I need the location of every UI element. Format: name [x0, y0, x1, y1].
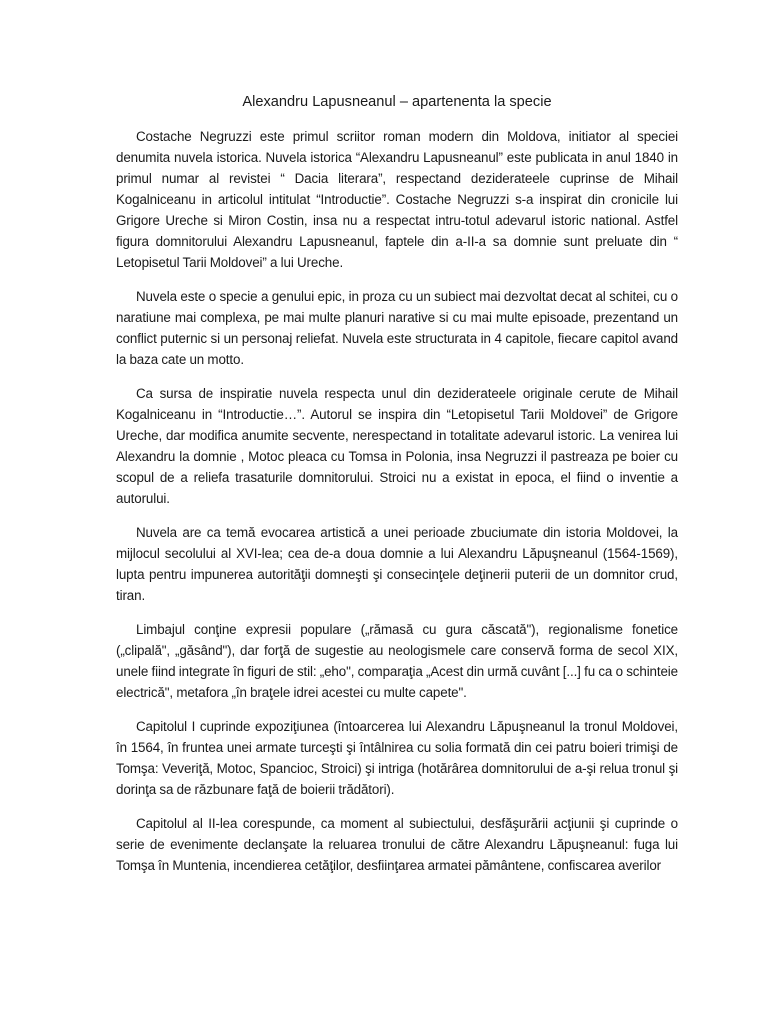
document-body	[116, 92, 678, 889]
paragraph-2: Nuvela este o specie a genului epic, in proza cu un subiect mai dezvoltat decat al schitei, cu o naratiune mai complexa, pe mai multe planuri narative si cu mai multe episoade, prezentand un conflict puternic si un personaj reliefat. Nuvela este structurata in 4 capitole, fiecare capitol avand la baza cate un motto.	[116, 289, 678, 367]
paragraph-4: Nuvela are ca temă evocarea artistică a unei perioade zbuciumate din istoria Moldovei, la mijlocul secolului al XVI-lea; cea de-a doua domnie a lui Alexandru Lăpuşneanul (1564-1569), lupta pentru impunerea autorităţii domneşti şi consecinţele deţinerii puterii de un domnitor crud, tiran.	[116, 525, 678, 603]
paragraph-1: Costache Negruzzi este primul scriitor roman modern din Moldova, initiator al speciei denumita nuvela istorica. Nuvela istorica “Alexandru Lapusneanul” este publicata in anul 1840 in primul numar al revistei “ Dacia literara”, respectand deziderateele cuprinse de Mihail Kogalniceanu in articolul intitulat “Introductie”. Costache Negruzzi s-a inspirat din cronicile lui Grigore Ureche si Miron Costin, insa nu a respectat intru-totul adevarul istoric national. Astfel figura domnitorului Alexandru Lapusneanul, faptele din a-II-a sa domnie sunt preluate din “ Letopisetul Tarii Moldovei” a lui Ureche.	[116, 129, 678, 270]
paragraph-5: Limbajul conţine expresii populare („rămasă cu gura căscată"), regionalisme fonetice („clipală", „găsând"), dar forţă de sugestie au neologismele care conservă forma de secol XIX, unele fiind integrate în figuri de stil: „eho", comparaţia „Acest din urmă cuvânt [...] fu ca o schinteie electrică", metafora „în braţele idrei acestei cu multe capete".	[116, 622, 678, 700]
paragraph-6: Capitolul I cuprinde expoziţiunea (întoarcerea lui Alexandru Lăpuşneanul la tronul Moldovei, în 1564, în fruntea unei armate turceşti şi întâlnirea cu solia formată din cei patru boieri trimişi de Tomşa: Veveriţă, Motoc, Spancioc, Stroici) şi intriga (hotărârea domnitorului de a-şi relua tronul şi dorinţa sa de răzbunare faţă de boierii trădători).	[116, 719, 678, 797]
document-title: Alexandru Lapusneanul – apartenenta la specie	[242, 94, 552, 110]
paragraph-7: Capitolul al II-lea corespunde, ca moment al subiectului, desfăşurării acţiunii şi cuprinde o serie de evenimente declanşate la reluarea tronului de către Alexandru Lăpuşneanul: fuga lui Tomşa în Muntenia, incendierea cetăţilor, desfiinţarea armatei pământene, confiscarea averilor	[116, 816, 678, 873]
paragraph-3: Ca sursa de inspiratie nuvela respecta unul din deziderateele originale cerute de Mihail Kogalniceanu in “Introductie…”. Autorul se inspira din “Letopisetul Tarii Moldovei” de Grigore Ureche, dar modifica anumite secvente, nerespectand in totalitate adevarul istoric. La venirea lui Alexandru la domnie , Motoc pleaca cu Tomsa in Polonia, insa Negruzzi il pastreaza pe boier cu scopul de a reliefa trasaturile domnitorului. Stroici nu a existat in epoca, el fiind o inventie a autorului.	[116, 386, 678, 506]
